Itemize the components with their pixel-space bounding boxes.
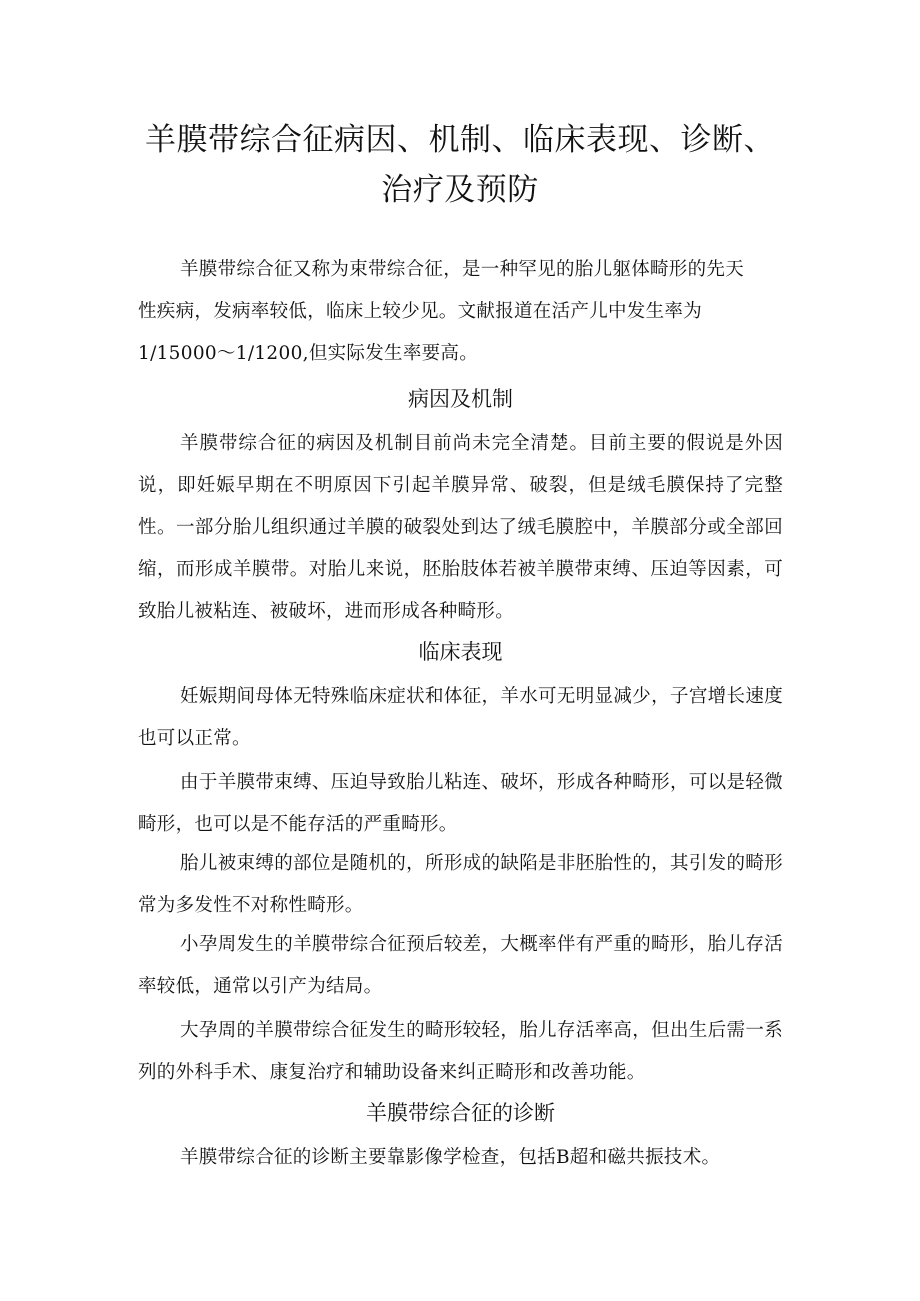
intro-line-3: 1/15000～1/1200,但实际发生率要高。 — [138, 343, 479, 364]
heading-clinical: 临床表现 — [418, 640, 503, 664]
paragraph-cause: 羊膜带综合征的病因及机制目前尚未完全清楚。目前主要的假说是外因说，即妊娠早期在不明原因下引起羊膜异常、破裂，但是绒毛膜保持了完整性。一部分胎儿组织通过羊膜的破裂处到达了绒毛膜腔中，羊膜部分或全部回缩，而形成羊膜带。对胎儿来说，胚胎肢体若被羊膜带束缚、压迫等因素，可致胎儿被粘连、被破坏，进而形成各种畸形。 — [138, 433, 783, 622]
intro-line-2: 性疾病，发病率较低，临床上较少见。文献报道在活产儿中发生率为 — [138, 301, 703, 322]
heading-cause: 病因及机制 — [408, 387, 513, 411]
intro-line-1: 羊膜带综合征又称为束带综合征，是一种罕见的胎儿躯体畸形的先天 — [180, 259, 745, 280]
heading-diagnosis: 羊膜带综合征的诊断 — [366, 1101, 555, 1125]
paragraph-clinical-5: 大孕周的羊膜带综合征发生的畸形较轻，胎儿存活率高，但出生后需一系列的外科手术、康复治疗和辅助设备来纠正畸形和改善功能。 — [138, 1020, 783, 1083]
document-title-line-2: 治疗及预防 — [381, 172, 539, 208]
paragraph-clinical-3: 胎儿被束缚的部位是随机的，所形成的缺陷是非胚胎性的，其引发的畸形常为多发性不对称性畸形。 — [138, 853, 783, 916]
paragraph-clinical-2: 由于羊膜带束缚、压迫导致胎儿粘连、破坏，形成各种畸形，可以是轻微畸形，也可以是不能存活的严重畸形。 — [138, 772, 783, 835]
paragraph-diagnosis: 羊膜带综合征的诊断主要靠影像学检查，包括B超和磁共振技术。 — [180, 1147, 721, 1168]
paragraph-clinical-1: 妊娠期间母体无特殊临床症状和体征，羊水可无明显减少，子宫增长速度也可以正常。 — [138, 686, 783, 749]
document-title-line-1: 羊膜带综合征病因、机制、临床表现、诊断、 — [145, 122, 775, 158]
paragraph-clinical-4: 小孕周发生的羊膜带综合征预后较差，大概率伴有严重的畸形，胎儿存活率较低，通常以引产为结局。 — [138, 934, 783, 997]
